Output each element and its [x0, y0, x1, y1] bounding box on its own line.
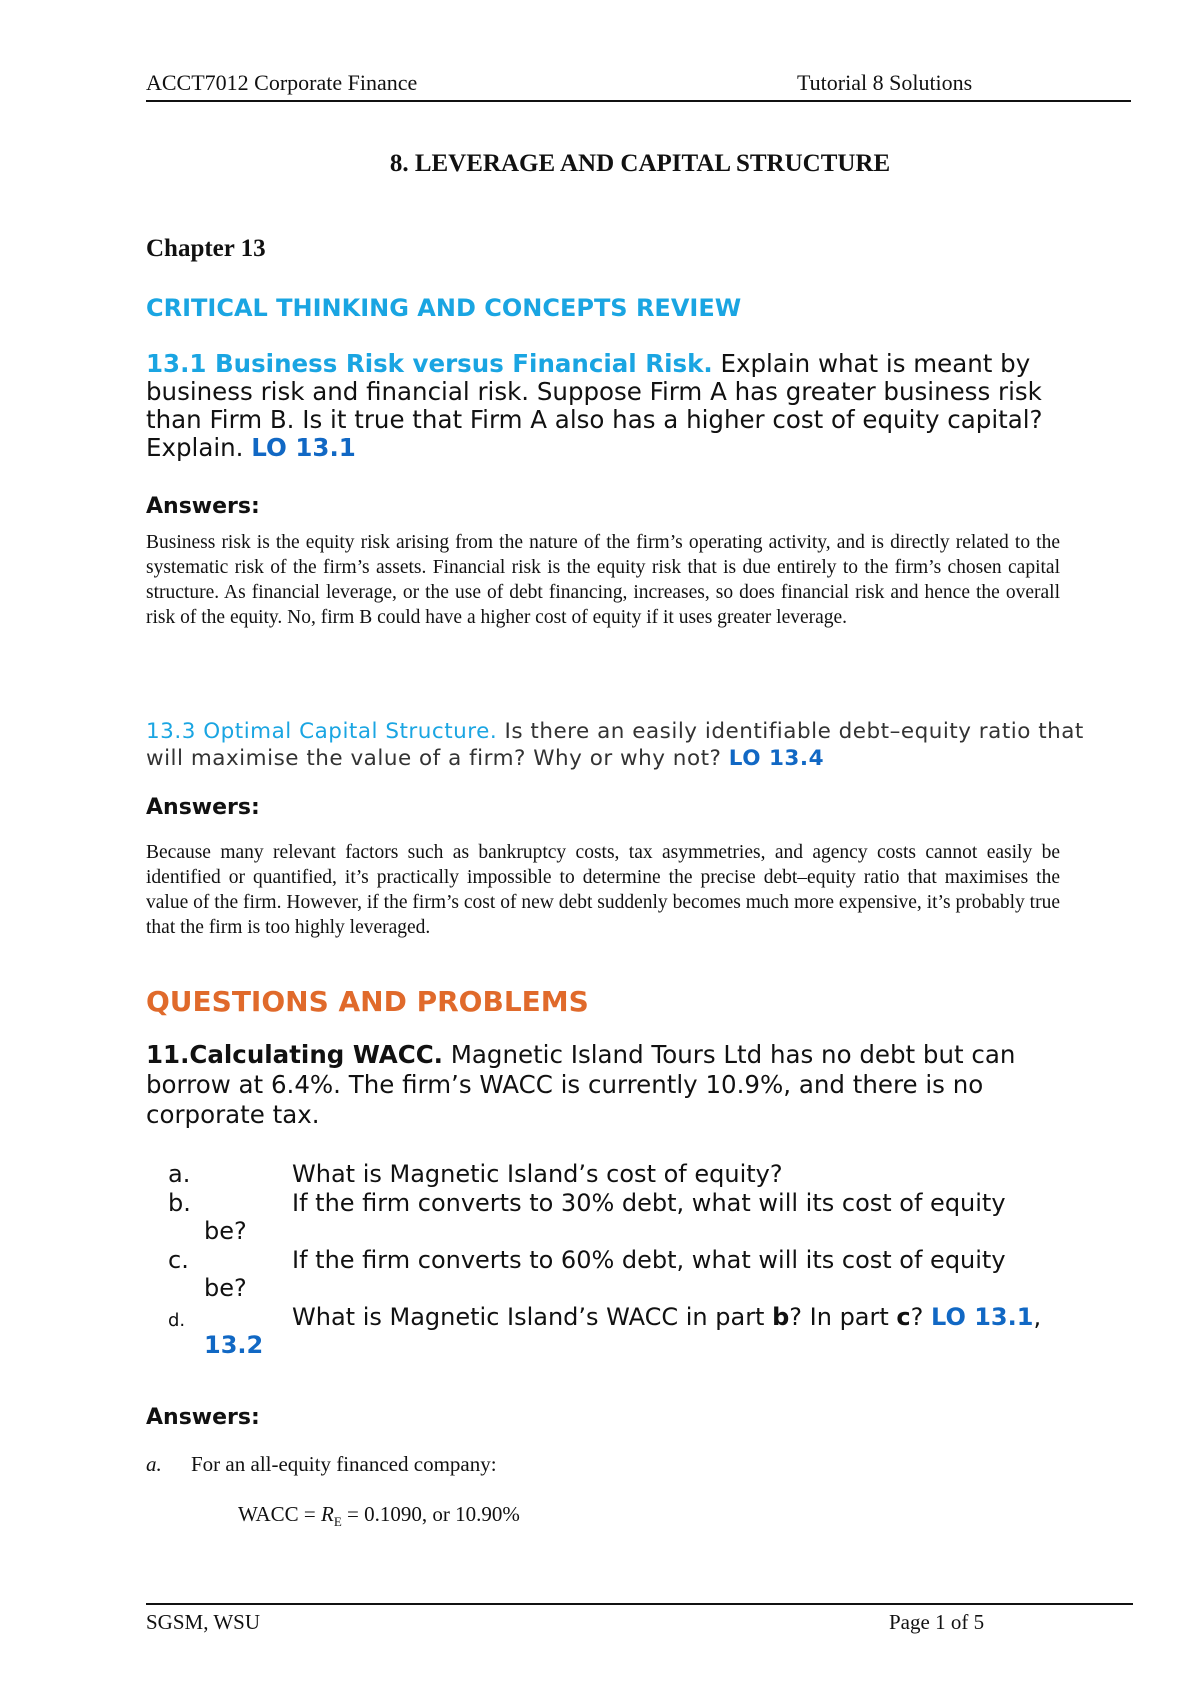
answers-heading: Answers:: [146, 795, 260, 820]
question-text: Explain what is meant by business risk and financial risk. Suppose Firm A has greater business risk than Firm B. Is it true that Firm A also has a higher cost of equity capital? Explain.: [146, 349, 1043, 462]
question-text: Is there an easily identifiable debt–equity ratio that will maximise the value of a firm? Why or why not?: [146, 719, 1084, 771]
question-13-3: [146, 718, 1096, 772]
answer-13-3: Because many relevant factors such as bankruptcy costs, tax asymmetries, and agency costs cannot easily be identified or quantified, it’s practically impossible to determine the precise debt–equity ratio that maximises the value of the firm. However, if the firm’s cost of new debt suddenly becomes much more expensive, it’s probably true that the firm is too highly leveraged.: [146, 842, 1060, 938]
footer-institution: SGSM, WSU: [146, 1610, 260, 1634]
question-lead: 11.Calculating WACC.: [146, 1040, 443, 1069]
formula-wacc: WACC = $R_E = 0.1090$, or 10.90%: [238, 1502, 520, 1530]
question-lead: 13.1 Business Risk versus Financial Risk.: [146, 349, 713, 378]
question-lead: 13.3 Optimal Capital Structure.: [146, 719, 498, 744]
header-doc-title: Tutorial 8 Solutions: [797, 70, 973, 95]
page-number: Page 1 of 5: [889, 1610, 985, 1634]
answers-heading: Answers:: [146, 494, 260, 519]
learning-outcome: LO 13.4: [728, 746, 825, 771]
section-heading-concepts: CRITICAL THINKING AND CONCEPTS REVIEW: [146, 294, 742, 322]
header-course-title: ACCT7012 Corporate Finance: [146, 70, 418, 95]
answer-13-1: Business risk is the equity risk arising from the nature of the firm’s operating activity, and is directly related to the systematic risk of the firm’s assets. Financial risk is the equity risk that is due entirely to the firm’s chosen capital structure. As financial leverage, or the use of debt financing, increases, so does financial risk and hence the overall risk of the equity. No, firm B could have a higher cost of equity if it uses greater leverage.: [146, 532, 1060, 628]
question-text: Magnetic Island Tours Ltd has no debt but can borrow at 6.4%. The firm’s WACC is currently 10.9%, and there is no corporate tax.: [146, 1040, 1016, 1129]
page-title: 8. LEVERAGE AND CAPITAL STRUCTURE: [389, 150, 891, 177]
section-heading-problems: QUESTIONS AND PROBLEMS: [146, 985, 589, 1018]
question-11: [146, 1040, 1096, 1130]
learning-outcome: 13.2: [204, 1331, 264, 1359]
header-rule: [146, 100, 1131, 102]
learning-outcome: LO 13.1: [251, 433, 356, 462]
chapter-heading: Chapter 13: [146, 235, 266, 262]
answers-heading: Answers:: [146, 1405, 260, 1430]
footer-rule: [146, 1603, 1133, 1605]
learning-outcome: LO 13.1: [931, 1303, 1034, 1331]
question-13-1: [146, 350, 1096, 462]
